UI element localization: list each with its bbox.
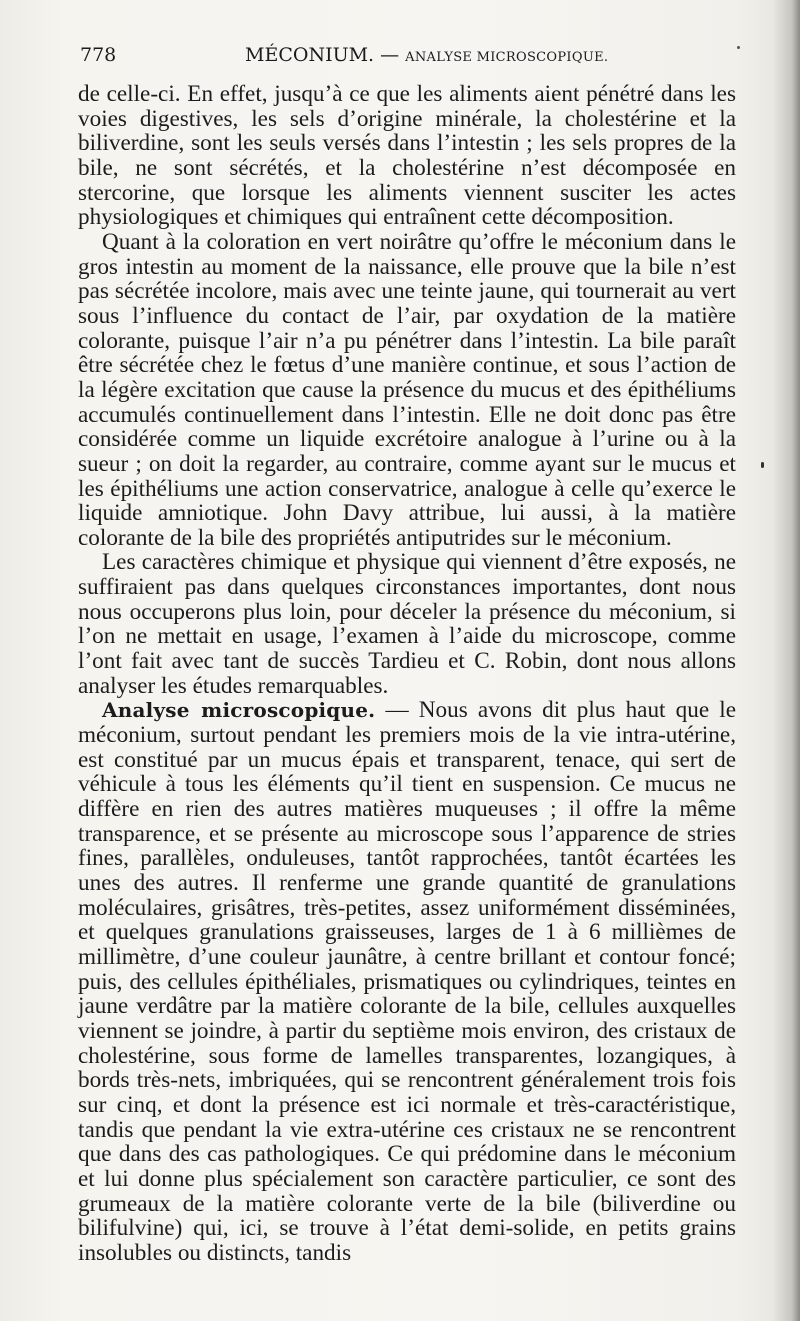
paragraph-text: — Nous avons dit plus haut que le méconium, surtout pendant les premiers mois de la vie intra-utérine, est constitué par un mucus épais et transparent, tenace, qui sert de véhicule à tous les éléments qu’il tient en suspension. Ce mucus ne diffère en rien des autres matières muqueuses ; il offre la même transparence, et se présente au microscope sous l’apparence de stries fines, parallèles, onduleuses, tantôt rapprochées, tantôt écartées les unes des autres. Il renferme une grande quantité de granulations moléculaires, grisâtres, très-petites, assez uniformément disséminées, et quelques granulations graisseuses, larges de 1 à 6 millièmes de millimètre, d’une couleur jaunâtre, à centre brillant et contour foncé; puis, des cellules épithéliales, prismatiques ou cylindriques, teintes en jaune verdâtre par la matière colorante de la bile, cellules auxquelles viennent se joindre, à partir du septième mois environ, des cristaux de cholestérine, sous forme de lamelles transparentes, lozangiques, à bords très-nets, imbriquées, qui se rencontrent généralement trois fois sur cinq, et dont la présence est ici normale et très-caractéristique, tandis que pendant la vie extra-utérine ces cristaux ne se rencontrent que dans des cas pathologiques. Ce qui prédomine dans le méconium et lui donne plus spécialement son caractère particulier, ce sont des grumeaux de la matière colorante verte de la bile (biliverdine ou bilifulvine) qui, ici, se trouve à l’état demi-solide, en petits grains insolubles ou distincts, tandis <box>78 697 736 1266</box>
paragraph: Quant à la coloration en vert noirâtre qu’offre le méconium dans le gros intestin au moment de la naissance, elle prouve que la bile n’est pas sécrétée incolore, mais avec une teinte jaune, qui tournerait au vert sous l’influence du contact de l’air, par oxydation de la matière colorante, puisque l’air n’a pu pénétrer dans l’intestin. La bile paraît être sécrétée chez le fœtus d’une manière continue, et sous l’action de la légère excitation que cause la présence du mucus et des épithéliums accumulés continuellement dans l’intestin. Elle ne doit donc pas être considérée comme un liquide excrétoire analogue à l’urine ou à la sueur ; on doit la regarder, au contraire, comme ayant sur le mucus et les épithéliums une action conservatrice, analogue à celle qu’exerce le liquide amniotique. John Davy attribue, lui aussi, à la matière colorante de la bile des propriétés antiputrides sur le méconium. <box>78 228 736 551</box>
page-header <box>80 44 736 74</box>
running-head-separator: — <box>380 44 400 66</box>
page-number: 778 <box>80 44 117 66</box>
body-text <box>78 82 736 1266</box>
running-head <box>245 44 608 66</box>
ink-speck <box>737 46 740 49</box>
paragraph: Les caractères chimique et physique qui viennent d’être exposés, ne suffiraient pas dans quelques circonstances importantes, dont nous nous occuperons plus loin, pour déceler la présence du méconium, si l’on ne mettait en usage, l’examen à l’aide du microscope, comme l’ont fait avec tant de succès Tardieu et C. Robin, dont nous allons analyser les études remarquables. <box>78 549 736 699</box>
paragraph <box>78 698 736 1265</box>
page-edge-shadow <box>772 0 800 1321</box>
ink-speck <box>761 462 764 468</box>
running-head-title: MÉCONIUM. <box>245 44 375 66</box>
running-head-subtitle: ANALYSE MICROSCOPIQUE. <box>405 50 609 65</box>
section-heading: Analyse microscopique. <box>102 698 376 723</box>
paragraph: de celle-ci. En effet, jusqu’à ce que les aliments aient pénétré dans les voies digestives, les sels d’origine minérale, la cholestérine et la biliverdine, sont les seuls versés dans l’intestin ; les sels propres de la bile, ne sont sécrétés, et la cholestérine n’est décomposée en stercorine, que lorsque les aliments viennent susciter les actes physiologiques et chimiques qui entraînent cette décomposition. <box>78 81 736 231</box>
